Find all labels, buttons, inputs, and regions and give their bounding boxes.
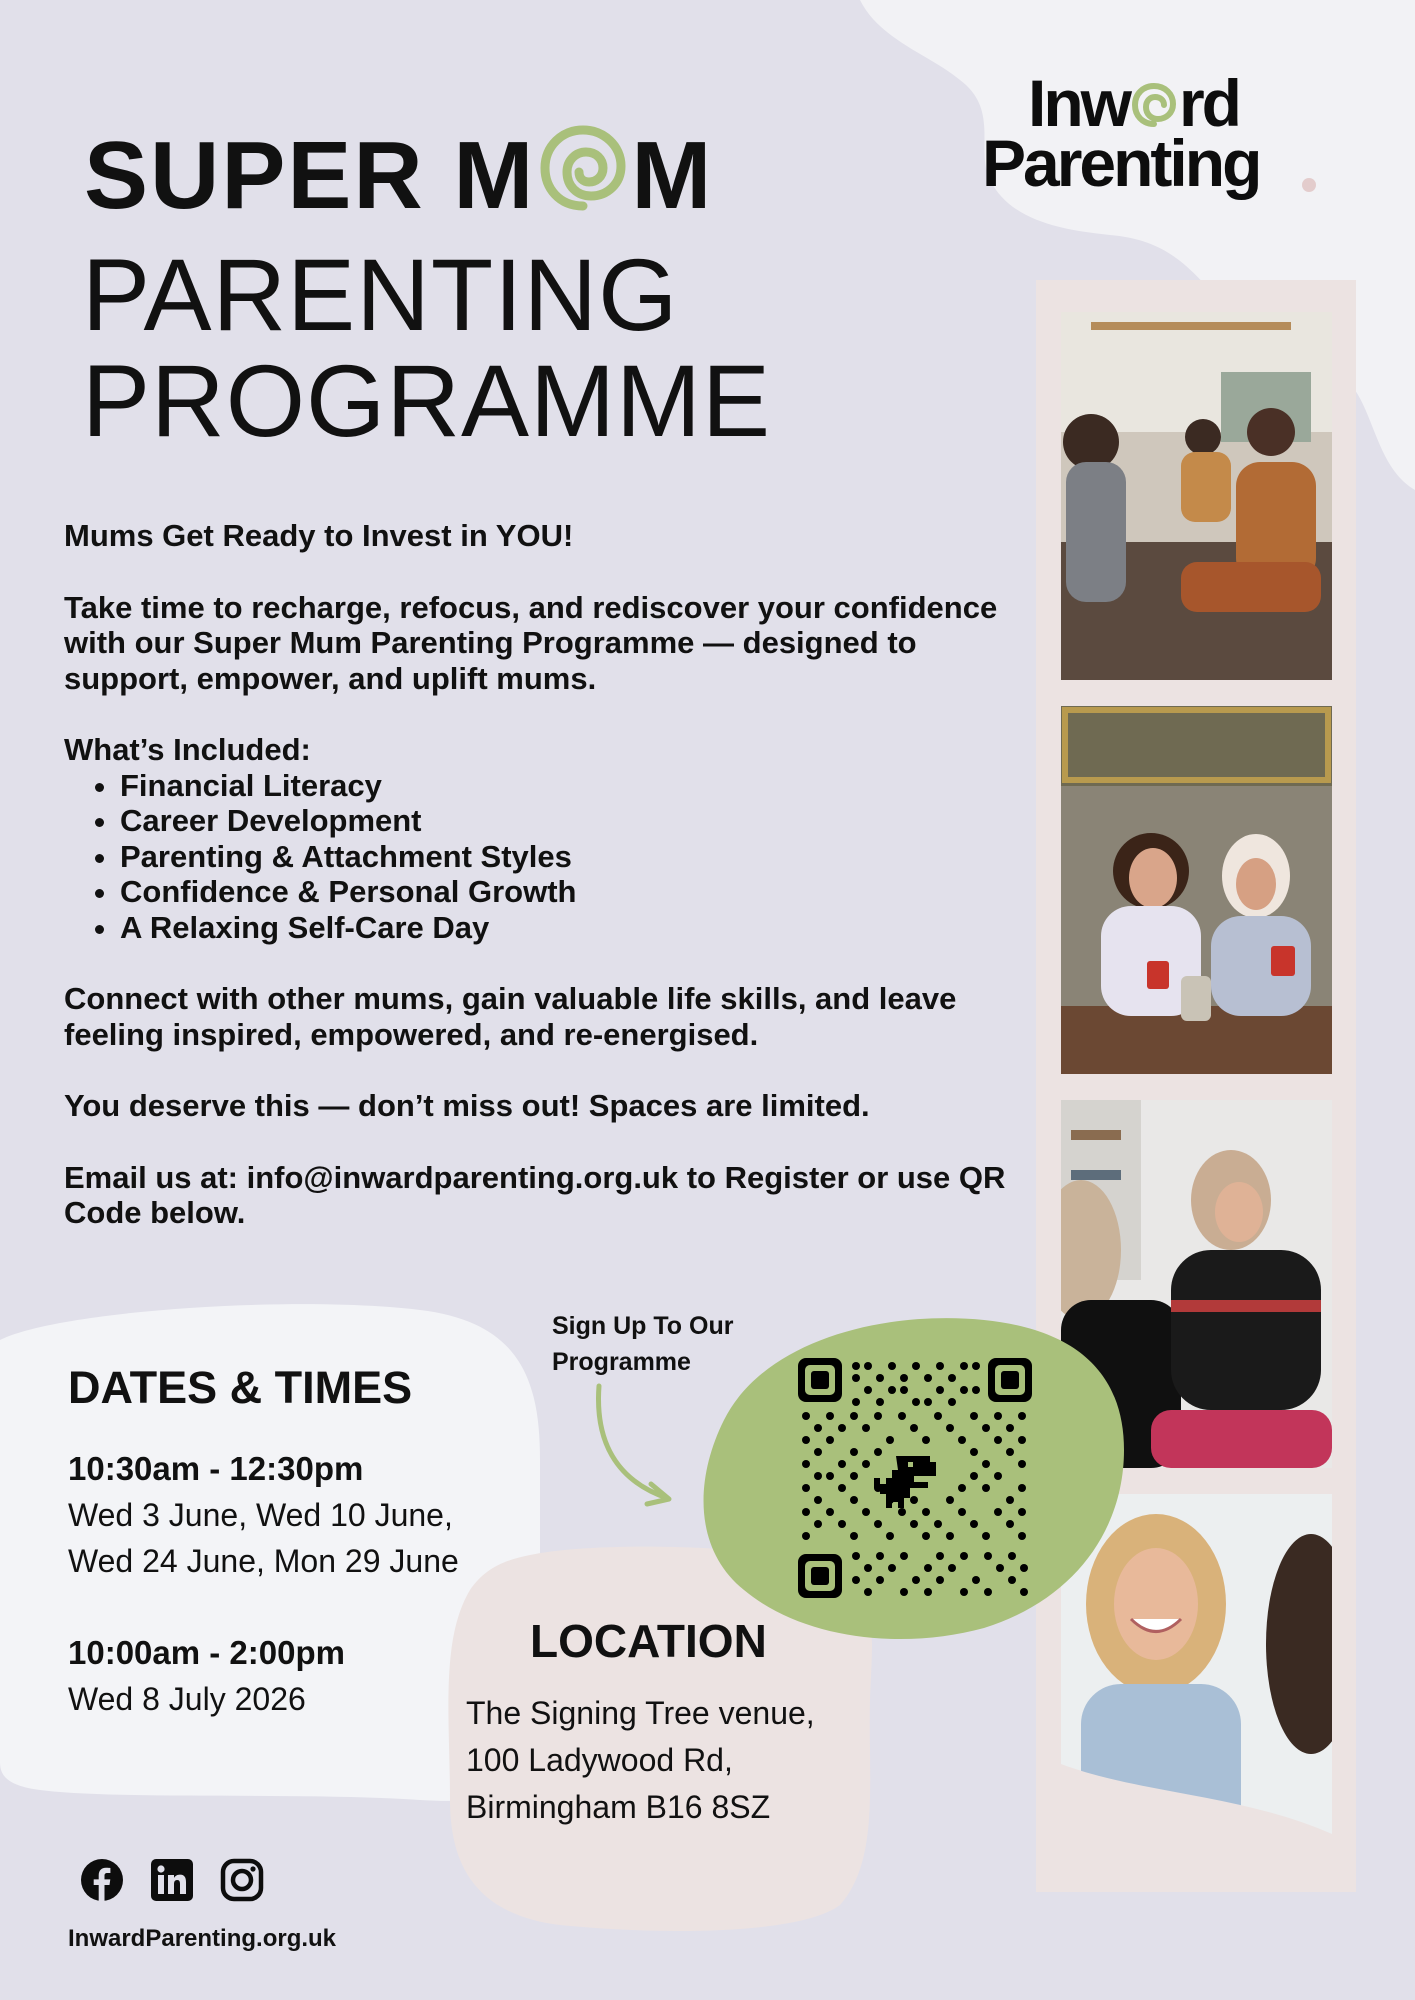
photo-strip [1036,280,1356,1892]
logo-dot [1302,178,1316,192]
curved-arrow-icon [585,1380,685,1510]
session1-dates-line1: Wed 3 June, Wed 10 June, [68,1497,453,1533]
title-super-mom [84,122,714,229]
location-address [466,1690,815,1831]
email-paragraph: Email us at: info@inwardparenting.org.uk to Register or use QR Code below. [64,1159,1006,1230]
session1-dates-line2: Wed 24 June, Mon 29 June [68,1543,459,1579]
location-line1: The Signing Tree venue, [466,1695,815,1731]
list-item: • Financial Literacy [120,768,1054,804]
dinosaur-icon [874,1456,936,1508]
title-super-m: SUPER M [84,122,536,229]
inward-parenting-logo [982,66,1322,216]
logo-word-parenting: Parenting [982,126,1260,200]
intro-paragraph: Take time to recharge, refocus, and rediscover your confidence with our Super Mum Parenting Programme — designed to support, empower, and uplift mums. [64,589,998,696]
deserve-paragraph: You deserve this — don’t miss out! Spaces are limited. [64,1088,870,1123]
qr-code[interactable] [796,1356,1036,1602]
headline: Mums Get Ready to Invest in YOU! [64,518,574,553]
instagram-icon[interactable] [220,1858,264,1902]
title-parenting: PARENTING [82,238,679,352]
signup-line2: Programme [552,1348,691,1376]
title-m: M [631,122,714,229]
session2-date: Wed 8 July 2026 [68,1681,306,1717]
dates-title: DATES & TIMES [68,1362,413,1413]
photo-cafe-group [1061,312,1332,680]
session2-time: 10:00am - 2:00pm [68,1634,345,1671]
swirl-o-icon [537,122,629,214]
title-programme: PROGRAMME [82,344,772,458]
body-text [64,518,1054,1267]
included-list [64,768,1054,946]
location-line3: Birmingham B16 8SZ [466,1789,771,1825]
website-link[interactable]: InwardParenting.org.uk [68,1925,337,1952]
list-item: • Parenting & Attachment Styles [120,839,1054,875]
location-title: LOCATION [530,1615,767,1667]
photo-two-women-coffee [1061,706,1332,1074]
signup-line1: Sign Up To Our [552,1312,734,1340]
session1-time: 10:30am - 12:30pm [68,1450,364,1487]
list-item: • A Relaxing Self-Care Day [120,910,1054,946]
list-item: • Confidence & Personal Growth [120,874,1054,910]
logo-word-inward: Inw rd [1028,66,1239,140]
included-heading: What’s Included: [64,732,311,767]
list-item: • Career Development [120,803,1054,839]
location-line2: 100 Ladywood Rd, [466,1742,733,1778]
linkedin-icon[interactable] [150,1858,194,1902]
facebook-icon[interactable] [80,1858,124,1902]
connect-paragraph: Connect with other mums, gain valuable life skills, and leave feeling inspired, empowered, and re-energised. [64,981,957,1052]
logo-swirl-icon [1131,82,1177,128]
